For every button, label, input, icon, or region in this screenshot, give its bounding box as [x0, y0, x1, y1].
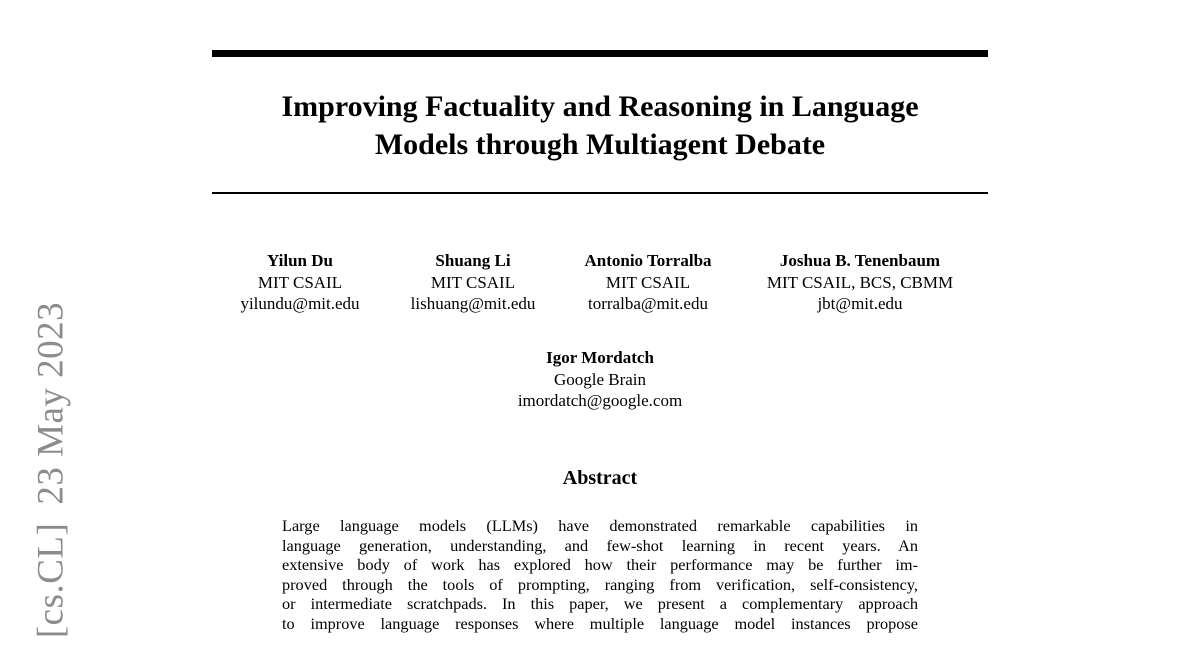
abstract-body [282, 516, 918, 634]
abstract-line: extensive body of work has explored how their performance may be further im- [282, 555, 918, 575]
author-block [584, 250, 711, 315]
author-email[interactable]: lishuang@mit.edu [410, 294, 536, 313]
paper-title [212, 88, 988, 164]
author-email[interactable]: imordatch@google.com [517, 391, 683, 410]
title-line-2: Models through Multiagent Debate [374, 128, 826, 161]
author-name: Shuang Li [435, 251, 511, 270]
author-name: Igor Mordatch [546, 348, 654, 367]
abstract-line: to improve language responses where multiple language model instances propose [282, 613, 918, 633]
author-email[interactable]: torralba@mit.edu [588, 294, 708, 313]
author-block [411, 250, 536, 315]
author-affiliation: Google Brain [553, 369, 647, 389]
title-top-rule [212, 50, 988, 57]
author-block [240, 250, 359, 315]
arxiv-category: [cs.CL] [30, 522, 72, 639]
author-name: Joshua B. Tenenbaum [779, 251, 941, 270]
author-affiliation: MIT CSAIL [430, 272, 516, 292]
author-affiliation: MIT CSAIL [605, 272, 691, 292]
author-name: Yilun Du [267, 251, 333, 270]
abstract-heading: Abstract [562, 467, 638, 489]
abstract-line: Large language models (LLMs) have demonstrated remarkable capabilities in [282, 516, 918, 535]
author-name: Antonio Torralba [584, 251, 712, 270]
arxiv-side-stamp [30, 302, 73, 638]
author-block [518, 347, 682, 412]
author-affiliation: MIT CSAIL [257, 272, 343, 292]
abstract-line: proved through the tools of prompting, ranging from verification, self-consistency, [282, 574, 918, 594]
title-bottom-rule [212, 192, 988, 194]
author-affiliation: MIT CSAIL, BCS, CBMM [766, 272, 954, 292]
abstract-line: language generation, understanding, and few-shot learning in recent years. An [282, 535, 918, 555]
title-line-1: Improving Factuality and Reasoning in Language [281, 90, 919, 123]
author-email[interactable]: yilundu@mit.edu [240, 294, 360, 313]
author-block [767, 250, 953, 315]
arxiv-date: 23 May 2023 [30, 301, 72, 505]
abstract-line: or intermediate scratchpads. In this paper, we present a complementary approach [282, 594, 918, 614]
author-email[interactable]: jbt@mit.edu [817, 294, 903, 313]
